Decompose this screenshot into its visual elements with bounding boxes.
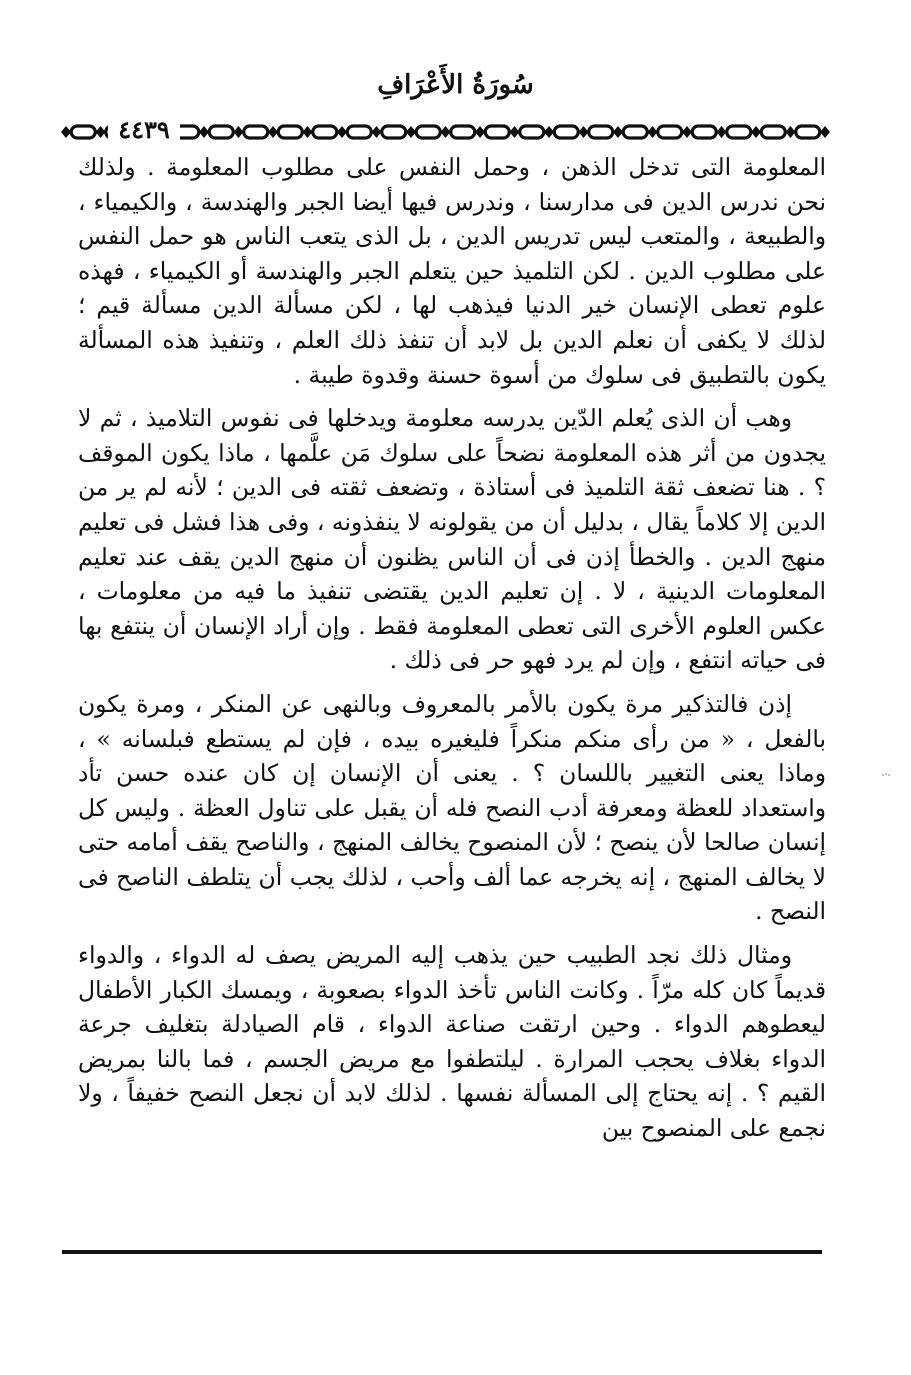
chain-link	[485, 126, 509, 138]
bottom-rule	[62, 1250, 822, 1254]
chain-link	[761, 126, 785, 138]
chain-link	[692, 126, 716, 138]
chain-link	[796, 126, 820, 138]
chain-link	[71, 126, 95, 138]
chain-diamond	[337, 126, 347, 138]
chain-diamond	[268, 126, 278, 138]
chain-link	[278, 126, 302, 138]
paragraph-4: ومثال ذلك نجد الطبيب حين يذهب إليه المريض يصف له الدواء ، والدواء قديماً كان كله مرّاً . وكانت الناس تأخذ الدواء بصعوبة ، ويمسك الكبار الأطفال ليعطوهم الدواء . وحين ارتقت صناعة الدواء ، قام الصيادلة بتغليف جرعة الدواء بغلاف يحجب المرارة . ليلتطفوا مع مريض الجسم ، فما بالنا بمريض القيم ؟ . إنه يحتاج إلى المسألة نفسها . لذلك لابد أن نجعل النصح خفيفاً ، ولا نجمع على المنصوح بين	[78, 941, 826, 1143]
chain-diamond	[544, 126, 554, 138]
chain-diamond	[475, 126, 485, 138]
chain-diamond	[441, 126, 451, 138]
chain-diamond	[61, 126, 71, 138]
chain-diamond	[406, 126, 416, 138]
body-text	[78, 150, 826, 1155]
chain-diamond	[579, 126, 589, 138]
paragraph-2: وهب أن الذى يُعلم الدّين يدرسه معلومة ويدخلها فى نفوس التلاميذ ، ثم لا يجدون من أثر هذه المعلومة نضحاً على سلوك مَن علَّمها ، ماذا يكون الموقف ؟ . هنا تضعف ثقة التلميذ فى أستاذة ، وتضعف ثقته فى الدين ؛ لأنه لم ير من الدين إلا كلاماً يقال ، بدليل أن من يقولونه لا ينفذونه ، وفى هذا فشل فى تعليم منهج الدين . والخطأ إذن فى أن الناس يظنون أن منهج الدين يقف عند تعليم المعلومات الدينية ، لا . إن تعليم الدين يقتضى تنفيذ ما فيه من معلومات ، عكس العلوم الأخرى التى تعطى المعلومة فقط . وإن أراد الإنسان أن ينتفع بها فى حياته انتفع ، وإن لم يرد فهو حر فى ذلك .	[78, 404, 826, 675]
scan-speck-icon	[882, 772, 890, 778]
chain-diamond	[510, 126, 520, 138]
chain-diamond	[613, 126, 623, 138]
chain-diamond	[199, 126, 209, 138]
paragraph-3: إذن فالتذكير مرة يكون بالأمر بالمعروف وبالنهى عن المنكر ، ومرة يكون بالفعل ، « من رأى منكم منكراً فليغيره بيده ، فإن لم يستطع فبلسانه » ، وماذا يعنى التغيير باللسان ؟ . يعنى أن الإنسان إن كان عنده حسن تأد واستعداد للعظة ومعرفة أدب النصح فله أن يقبل على تناول العظة . وليس كل إنسان صالحا لأن ينصح ؛ لأن المنصوح يخالف المنهج ، والناصح يقف أمامه حتى لا يخالف المنهج ، إنه يخرجه عما ألف وأحب ، لذلك يجب أن يتلطف الناصح فى النصح .	[78, 689, 826, 926]
chain-link	[382, 126, 406, 138]
chain-diamond	[786, 126, 796, 138]
chain-link	[313, 126, 337, 138]
chain-diamond	[303, 126, 313, 138]
chain-link	[658, 126, 682, 138]
page-number: ٤٤٣٩	[108, 116, 180, 144]
chain-link	[244, 126, 268, 138]
chain-link	[727, 126, 751, 138]
chain-link	[451, 126, 475, 138]
chain-link	[520, 126, 544, 138]
chain-link	[347, 126, 371, 138]
chain-diamond	[682, 126, 692, 138]
chain-diamond	[96, 126, 106, 138]
chain-diamond	[234, 126, 244, 138]
chain-diamond	[648, 126, 658, 138]
chain-link	[589, 126, 613, 138]
chain-link	[554, 126, 578, 138]
paragraph-1: المعلومة التى تدخل الذهن ، وحمل النفس على مطلوب المعلومة . ولذلك نحن ندرس الدين فى مدارسنا ، وندرس فيها أيضا الجبر والهندسة ، والكيمياء ، والطبيعة ، والمتعب ليس تدريس الدين ، بل الذى يتعب الناس هو حمل النفس على مطلوب الدين . لكن التلميذ حين يتعلم الجبر والهندسة أو الكيمياء ، فهذه علوم تعطى الإنسان خير الدنيا فيذهب لها ، لكن مسألة الدين مسألة قيم ؛ لذلك لا يكفى أن نعلم الدين بل لابد أن تنفذ ذلك العلم ، وتنفيذ هذه المسألة يكون بالتطبيق فى سلوك من أسوة حسنة وقدوة طيبة .	[78, 153, 826, 389]
chain-link	[623, 126, 647, 138]
chain-diamond	[820, 126, 830, 138]
chain-diamond	[372, 126, 382, 138]
chain-diamond	[751, 126, 761, 138]
chain-diamond	[717, 126, 727, 138]
surah-title: سُورَةُ الأَعْرَافِ	[377, 70, 534, 100]
chain-link	[209, 126, 233, 138]
chain-link	[416, 126, 440, 138]
